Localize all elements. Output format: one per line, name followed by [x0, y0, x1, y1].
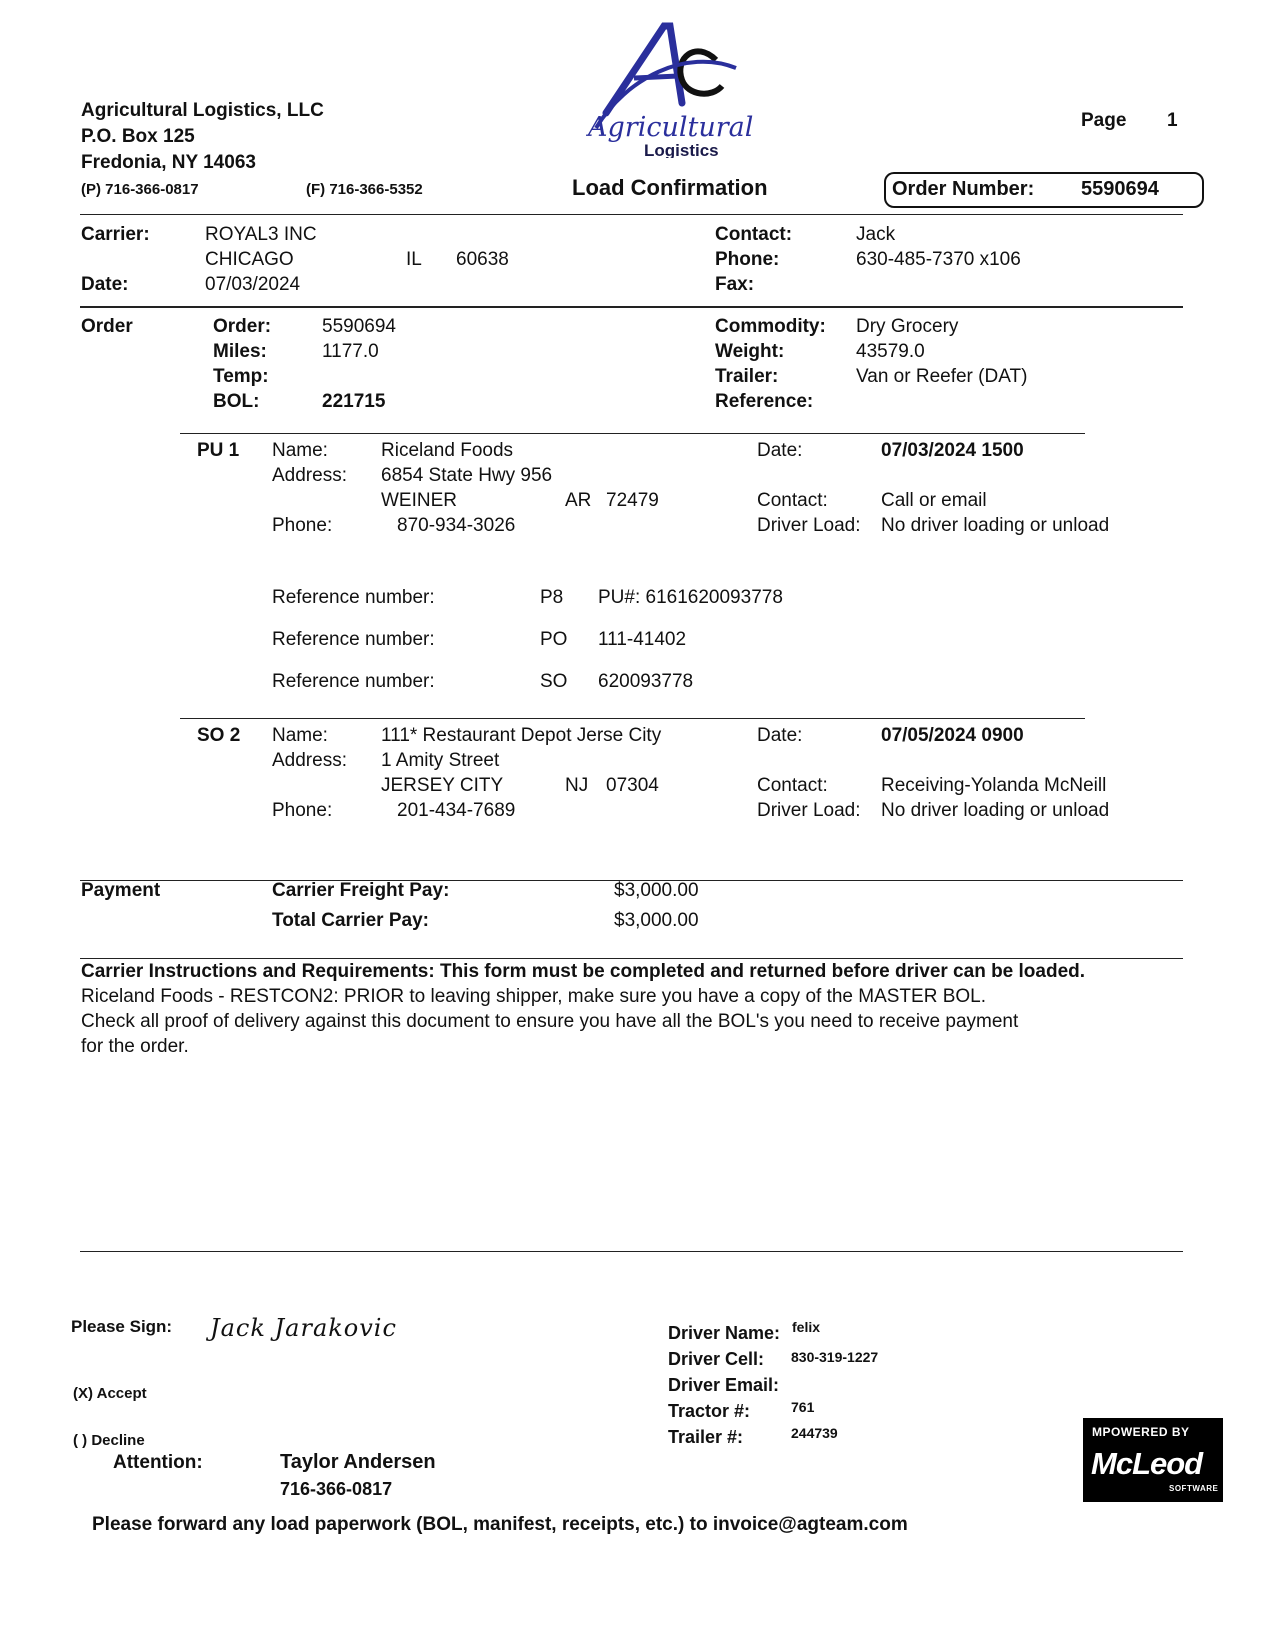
total-carrier-pay-label: Total Carrier Pay: [272, 910, 429, 931]
order-label: Order: [213, 316, 272, 337]
company-address-2: Fredonia, NY 14063 [81, 152, 256, 173]
reference-row-label: Reference number: [272, 671, 435, 692]
stop-2-name-label: Name: [272, 725, 328, 746]
stop-1-date: 07/03/2024 1500 [881, 440, 1024, 461]
payment-section-label: Payment [81, 880, 161, 901]
accept-option[interactable]: (X) Accept [73, 1385, 147, 1402]
carrier-contact: Jack [856, 224, 896, 245]
stop-1-divider [180, 433, 1085, 434]
company-logo [586, 18, 756, 158]
stop-1-contact-label: Contact: [757, 490, 828, 511]
reference-label: Reference: [715, 391, 814, 412]
stop-2-code: SO 2 [197, 725, 241, 746]
carrier-date: 07/03/2024 [205, 274, 301, 295]
stop-1-date-label: Date: [757, 440, 803, 461]
decline-option[interactable]: ( ) Decline [73, 1432, 145, 1449]
stop-2-driver-load-label: Driver Load: [757, 800, 861, 821]
instructions-heading: Carrier Instructions and Requirements: This form must be completed and returned before driver can be loaded. [81, 961, 1086, 982]
commodity-label: Commodity: [715, 316, 826, 337]
trailer-number-label: Trailer #: [668, 1427, 744, 1447]
attention-phone: 716-366-0817 [280, 1479, 393, 1499]
stop-2-divider [180, 718, 1085, 719]
attention-name: Taylor Andersen [280, 1451, 436, 1473]
driver-name-label: Driver Name: [668, 1323, 781, 1343]
page-number: 1 [1167, 110, 1178, 131]
badge-powered-by: MPOWERED BY [1092, 1425, 1190, 1439]
carrier-contact-label: Contact: [715, 224, 793, 245]
document-title: Load Confirmation [572, 175, 768, 200]
carrier-date-label: Date: [81, 274, 129, 295]
stop-1-phone-label: Phone: [272, 515, 333, 536]
company-phone: (P) 716-366-0817 [81, 181, 199, 198]
company-name: Agricultural Logistics, LLC [81, 100, 324, 121]
stop-1-address-label: Address: [272, 465, 347, 486]
trailer-label: Trailer: [715, 366, 779, 387]
stop-1-code: PU 1 [197, 440, 240, 461]
driver-email-label: Driver Email: [668, 1375, 780, 1395]
signature-divider [80, 1251, 1183, 1252]
driver-cell-label: Driver Cell: [668, 1349, 765, 1369]
mcleod-software-badge [1083, 1418, 1223, 1502]
stop-2-name: 111* Restaurant Depot Jerse City [381, 725, 662, 746]
carrier-label: Carrier: [81, 224, 150, 245]
badge-mcleod: McLeod [1091, 1446, 1203, 1481]
stop-2-zip: 07304 [606, 775, 659, 796]
company-address-1: P.O. Box 125 [81, 126, 195, 147]
bol-value: 221715 [322, 391, 386, 412]
carrier-name: ROYAL3 INC [205, 224, 317, 245]
order-value: 5590694 [322, 316, 396, 337]
stop-2-driver-load: No driver loading or unload [881, 800, 1110, 821]
stop-1-city: WEINER [381, 490, 457, 511]
tractor-label: Tractor #: [668, 1401, 751, 1421]
carrier-phone-label: Phone: [715, 249, 780, 270]
instructions-divider [80, 958, 1183, 959]
stop-1-name-label: Name: [272, 440, 328, 461]
total-carrier-pay-value: $3,000.00 [614, 910, 699, 931]
reference-row-value: PU#: 6161620093778 [598, 587, 783, 608]
reference-row-label: Reference number: [272, 629, 435, 650]
reference-row-type: P8 [540, 587, 564, 608]
carrier-fax-label: Fax: [715, 274, 755, 295]
logo-graphic [586, 18, 756, 158]
stop-2-city: JERSEY CITY [381, 775, 504, 796]
stop-2-address-label: Address: [272, 750, 347, 771]
carrier-freight-pay-label: Carrier Freight Pay: [272, 880, 450, 901]
miles-value: 1177.0 [322, 341, 379, 362]
carrier-state: IL [406, 249, 422, 270]
stop-1-driver-load: No driver loading or unload [881, 515, 1110, 536]
stop-2-contact-label: Contact: [757, 775, 828, 796]
stop-2-date: 07/05/2024 0900 [881, 725, 1024, 746]
temp-label: Temp: [213, 366, 269, 387]
weight-label: Weight: [715, 341, 785, 362]
please-sign-label: Please Sign: [71, 1317, 173, 1336]
carrier-divider [80, 306, 1183, 308]
stop-1-phone: 870-934-3026 [397, 515, 516, 536]
carrier-phone: 630-485-7370 x106 [856, 249, 1021, 270]
reference-row-value: 620093778 [598, 671, 694, 692]
stop-1-state: AR [565, 490, 592, 511]
stop-2-phone: 201-434-7689 [397, 800, 516, 821]
instructions-line-2: Check all proof of delivery against this document to ensure you have all the BOL's you need to receive payment [81, 1011, 1019, 1032]
logo-text-agricultural: Agricultural [588, 112, 754, 143]
trailer-value: Van or Reefer (DAT) [856, 366, 1028, 387]
header-divider [80, 214, 1183, 215]
instructions-line-1: Riceland Foods - RESTCON2: PRIOR to leaving shipper, make sure you have a copy of the MASTER BOL. [81, 986, 987, 1007]
stop-2-date-label: Date: [757, 725, 803, 746]
stop-2-phone-label: Phone: [272, 800, 333, 821]
attention-label: Attention: [113, 1452, 203, 1473]
driver-name-value[interactable]: felix [792, 1319, 821, 1335]
badge-software: SOFTWARE [1169, 1484, 1219, 1493]
order-number-value: 5590694 [1081, 178, 1159, 200]
stop-1-address: 6854 State Hwy 956 [381, 465, 553, 486]
reference-row-type: PO [540, 629, 568, 650]
carrier-freight-pay-value: $3,000.00 [614, 880, 699, 901]
commodity-value: Dry Grocery [856, 316, 959, 337]
reference-row-label: Reference number: [272, 587, 435, 608]
company-fax: (F) 716-366-5352 [306, 181, 423, 198]
reference-row-type: SO [540, 671, 568, 692]
signature-field[interactable]: Jack Jarakovic [210, 1314, 397, 1342]
order-number-label: Order Number: [892, 178, 1035, 200]
stop-1-driver-load-label: Driver Load: [757, 515, 861, 536]
carrier-zip: 60638 [456, 249, 509, 270]
carrier-city: CHICAGO [205, 249, 294, 270]
stop-2-address: 1 Amity Street [381, 750, 500, 771]
instructions-line-3: for the order. [81, 1036, 189, 1057]
driver-cell-value[interactable]: 830-319-1227 [791, 1349, 879, 1365]
stop-2-contact: Receiving-Yolanda McNeill [881, 775, 1107, 796]
stop-1-name: Riceland Foods [381, 440, 514, 461]
logo-text-logistics: Logistics [644, 141, 719, 158]
footer-instruction: Please forward any load paperwork (BOL, manifest, receipts, etc.) to invoice@agteam.com [92, 1514, 908, 1535]
bol-label: BOL: [213, 391, 260, 412]
weight-value: 43579.0 [856, 341, 925, 362]
page-label: Page [1081, 110, 1127, 131]
stop-2-state: NJ [565, 775, 589, 796]
tractor-value[interactable]: 761 [791, 1399, 815, 1415]
order-section-label: Order [81, 316, 133, 337]
stop-1-contact: Call or email [881, 490, 987, 511]
reference-row-value: 111-41402 [598, 629, 687, 650]
trailer-number-value[interactable]: 244739 [791, 1425, 838, 1441]
miles-label: Miles: [213, 341, 267, 362]
stop-1-zip: 72479 [606, 490, 659, 511]
